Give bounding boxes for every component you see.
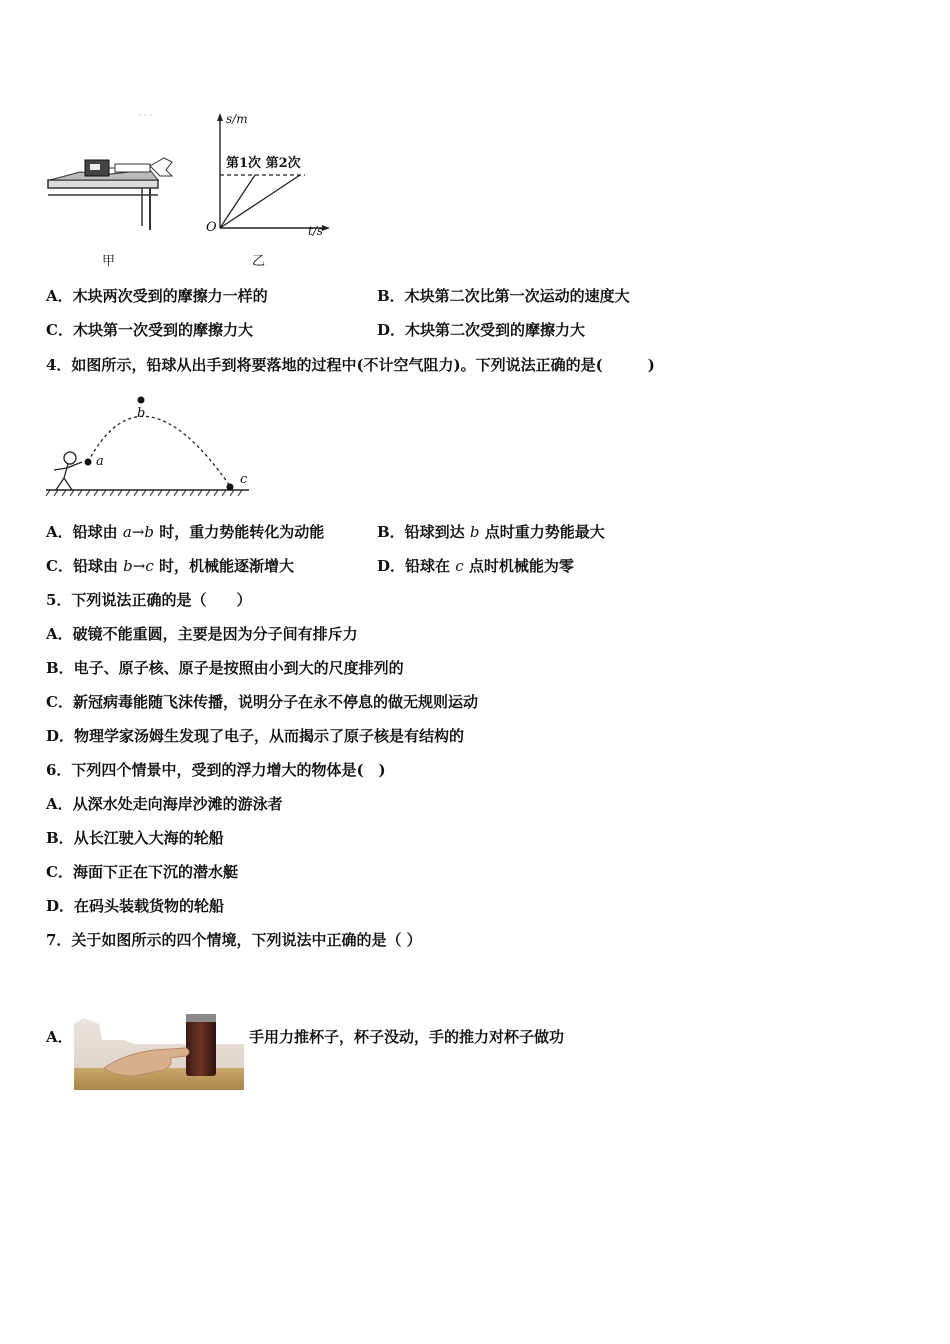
q4-option-a [46,522,324,542]
q4-option-b-var: b [469,523,480,541]
q5-stem: 5．下列说法正确的是（ ） [46,591,252,609]
figure-label-jia: 甲 [102,254,116,269]
q5-option-b: B．电子、原子核、原子是按照由小到大的尺度排列的 [46,659,404,677]
q5-option-c: C．新冠病毒能随飞沫传播，说明分子在永不停息的做无规则运动 [46,693,478,711]
q7-option-a-label: A． [46,1028,73,1046]
q6-option-a: A．从深水处走向海岸沙滩的游泳者 [46,795,283,813]
q7-option-a-photo [74,1010,244,1090]
q3-option-c: C．木块第一次受到的摩擦力大 [46,321,253,339]
point-b-label: b [137,406,146,421]
q3-option-d: D．木块第二次受到的摩擦力大 [377,321,586,339]
q4-option-b-post: 点时重力势能最大 [479,523,605,541]
q7-stem: 7．关于如图所示的四个情境，下列说法中正确的是（ ） [46,931,422,949]
q6-stem: 6．下列四个情景中，受到的浮力增大的物体是( ) [46,761,386,779]
point-a-label: a [96,454,104,469]
axis-x-label: t/s [308,224,324,238]
s-t-graph [200,110,350,250]
origin-label: O [206,220,217,235]
q4-option-a-post: 时，重力势能转化为动能 [154,523,325,541]
q3-option-b: B．木块第二次比第一次运动的速度大 [377,287,630,305]
figure-q4-shotput [44,390,264,500]
q4-option-c-pre: C．铅球由 [46,557,124,575]
figure-label-yi: 乙 [252,254,266,269]
q4-option-a-pre: A．铅球由 [46,523,123,541]
shotput-trajectory [44,390,264,500]
figure-q3 [40,100,340,270]
q7-option-a-text: 手用力推杯子，杯子没动，手的推力对杯子做功 [249,1028,565,1046]
q4-option-d-post: 点时机械能为零 [463,557,574,575]
q4-option-c [46,556,294,576]
graph-legend: 第1次 第2次 [226,156,301,171]
q3-option-a: A．木块两次受到的摩擦力一样的 [46,287,268,305]
q4-stem: 4．如图所示，铅球从出手到将要落地的过程中(不计空气阻力)。下列说法正确的是( ) [46,356,655,374]
q4-option-d [377,556,574,576]
q4-option-d-var: c [455,557,464,575]
q4-option-b-pre: B．铅球到达 [377,523,470,541]
svg-text:· · ·: · · · [138,111,153,121]
hand-pushing-cup-photo [74,1010,244,1090]
apparatus-drawing [40,100,180,230]
q4-option-a-var: a→b [122,523,154,541]
q6-option-b: B．从长江驶入大海的轮船 [46,829,224,847]
q6-option-d: D．在码头装载货物的轮船 [46,897,225,915]
q4-option-c-post: 时，机械能逐渐增大 [153,557,294,575]
q4-option-d-pre: D．铅球在 [377,557,456,575]
q5-option-d: D．物理学家汤姆生发现了电子，从而揭示了原子核是有结构的 [46,727,465,745]
q6-option-c: C．海面下正在下沉的潜水艇 [46,863,238,881]
q4-option-c-var: b→c [123,557,154,575]
q4-option-b [377,522,605,542]
q5-option-a: A．破镜不能重圆，主要是因为分子间有排斥力 [46,625,358,643]
point-c-label: c [240,472,248,487]
axis-y-label: s/m [226,112,248,126]
